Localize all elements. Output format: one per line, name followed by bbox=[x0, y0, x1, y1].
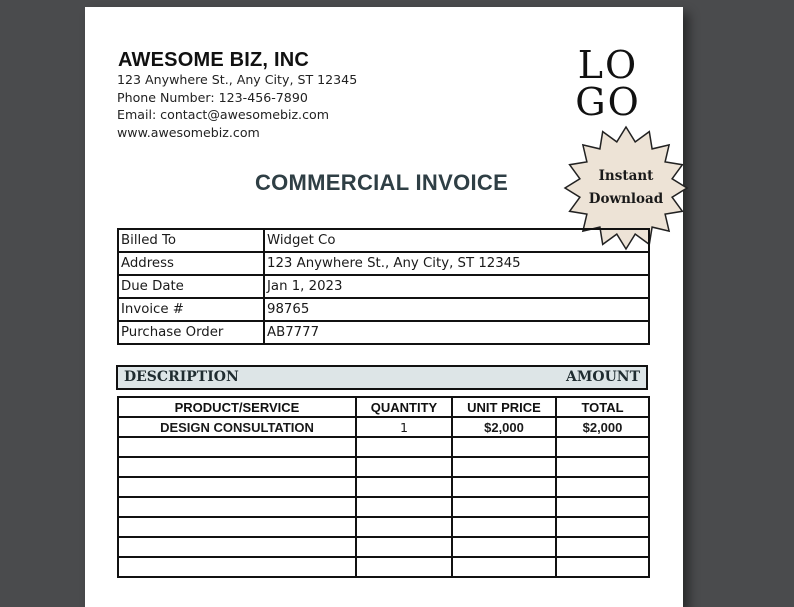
header-quantity: QUANTITY bbox=[356, 397, 452, 417]
info-value: 98765 bbox=[264, 298, 649, 321]
info-row bbox=[118, 298, 649, 321]
amount-label: AMOUNT bbox=[566, 369, 640, 385]
cell-unit-price bbox=[452, 557, 556, 577]
cell-quantity bbox=[356, 457, 452, 477]
cell-product-service bbox=[118, 477, 356, 497]
cell-unit-price: $2,000 bbox=[452, 417, 556, 437]
badge-line-1: Instant bbox=[598, 168, 654, 184]
cell-unit-price bbox=[452, 477, 556, 497]
line-items-table bbox=[117, 396, 650, 578]
company-phone: Phone Number: 123-456-7890 bbox=[117, 90, 308, 105]
info-label: Billed To bbox=[118, 229, 264, 252]
cell-quantity bbox=[356, 557, 452, 577]
cell-product-service bbox=[118, 537, 356, 557]
cell-quantity bbox=[356, 497, 452, 517]
cell-total bbox=[556, 497, 649, 517]
table-row bbox=[118, 497, 649, 517]
cell-product-service bbox=[118, 457, 356, 477]
company-address: 123 Anywhere St., Any City, ST 12345 bbox=[117, 72, 358, 87]
logo-line-1: LO bbox=[577, 43, 639, 87]
cell-unit-price bbox=[452, 437, 556, 457]
info-value: 123 Anywhere St., Any City, ST 12345 bbox=[264, 252, 649, 275]
cell-product-service bbox=[118, 497, 356, 517]
cell-total bbox=[556, 437, 649, 457]
cell-total: $2,000 bbox=[556, 417, 649, 437]
info-row bbox=[118, 321, 649, 344]
cell-unit-price bbox=[452, 537, 556, 557]
cell-total bbox=[556, 517, 649, 537]
header-product-service: PRODUCT/SERVICE bbox=[118, 397, 356, 417]
info-label: Purchase Order bbox=[118, 321, 264, 344]
info-value: Jan 1, 2023 bbox=[264, 275, 649, 298]
cell-product-service: DESIGN CONSULTATION bbox=[118, 417, 356, 437]
cell-quantity bbox=[356, 437, 452, 457]
description-label: DESCRIPTION bbox=[124, 369, 239, 385]
cell-unit-price bbox=[452, 457, 556, 477]
cell-total bbox=[556, 557, 649, 577]
invoice-title: COMMERCIAL INVOICE bbox=[254, 170, 509, 195]
cell-unit-price bbox=[452, 497, 556, 517]
info-row bbox=[118, 252, 649, 275]
cell-total bbox=[556, 457, 649, 477]
cell-quantity bbox=[356, 537, 452, 557]
table-row bbox=[118, 457, 649, 477]
info-row bbox=[118, 275, 649, 298]
cell-product-service bbox=[118, 557, 356, 577]
badge-line-2: Download bbox=[588, 191, 664, 207]
invoice-page bbox=[85, 7, 683, 607]
table-header-row bbox=[118, 397, 649, 417]
logo-line-2: GO bbox=[575, 80, 641, 124]
info-value: AB7777 bbox=[264, 321, 649, 344]
cell-quantity bbox=[356, 517, 452, 537]
table-row bbox=[118, 417, 649, 437]
cell-unit-price bbox=[452, 517, 556, 537]
company-name: AWESOME BIZ, INC bbox=[118, 49, 309, 71]
table-row bbox=[118, 477, 649, 497]
company-website: www.awesomebiz.com bbox=[117, 125, 260, 140]
table-row bbox=[118, 517, 649, 537]
description-amount-bar bbox=[116, 365, 648, 390]
table-row bbox=[118, 437, 649, 457]
cell-quantity: 1 bbox=[356, 417, 452, 437]
info-label: Address bbox=[118, 252, 264, 275]
header-total: TOTAL bbox=[556, 397, 649, 417]
logo-placeholder bbox=[563, 43, 653, 124]
cell-quantity bbox=[356, 477, 452, 497]
header-unit-price: UNIT PRICE bbox=[452, 397, 556, 417]
info-row bbox=[118, 229, 649, 252]
info-label: Invoice # bbox=[118, 298, 264, 321]
cell-total bbox=[556, 537, 649, 557]
cell-total bbox=[556, 477, 649, 497]
table-row bbox=[118, 557, 649, 577]
table-row bbox=[118, 537, 649, 557]
info-value: Widget Co bbox=[264, 229, 649, 252]
cell-product-service bbox=[118, 517, 356, 537]
cell-product-service bbox=[118, 437, 356, 457]
info-label: Due Date bbox=[118, 275, 264, 298]
billing-info-table bbox=[117, 228, 650, 345]
company-email: Email: contact@awesomebiz.com bbox=[117, 107, 329, 122]
